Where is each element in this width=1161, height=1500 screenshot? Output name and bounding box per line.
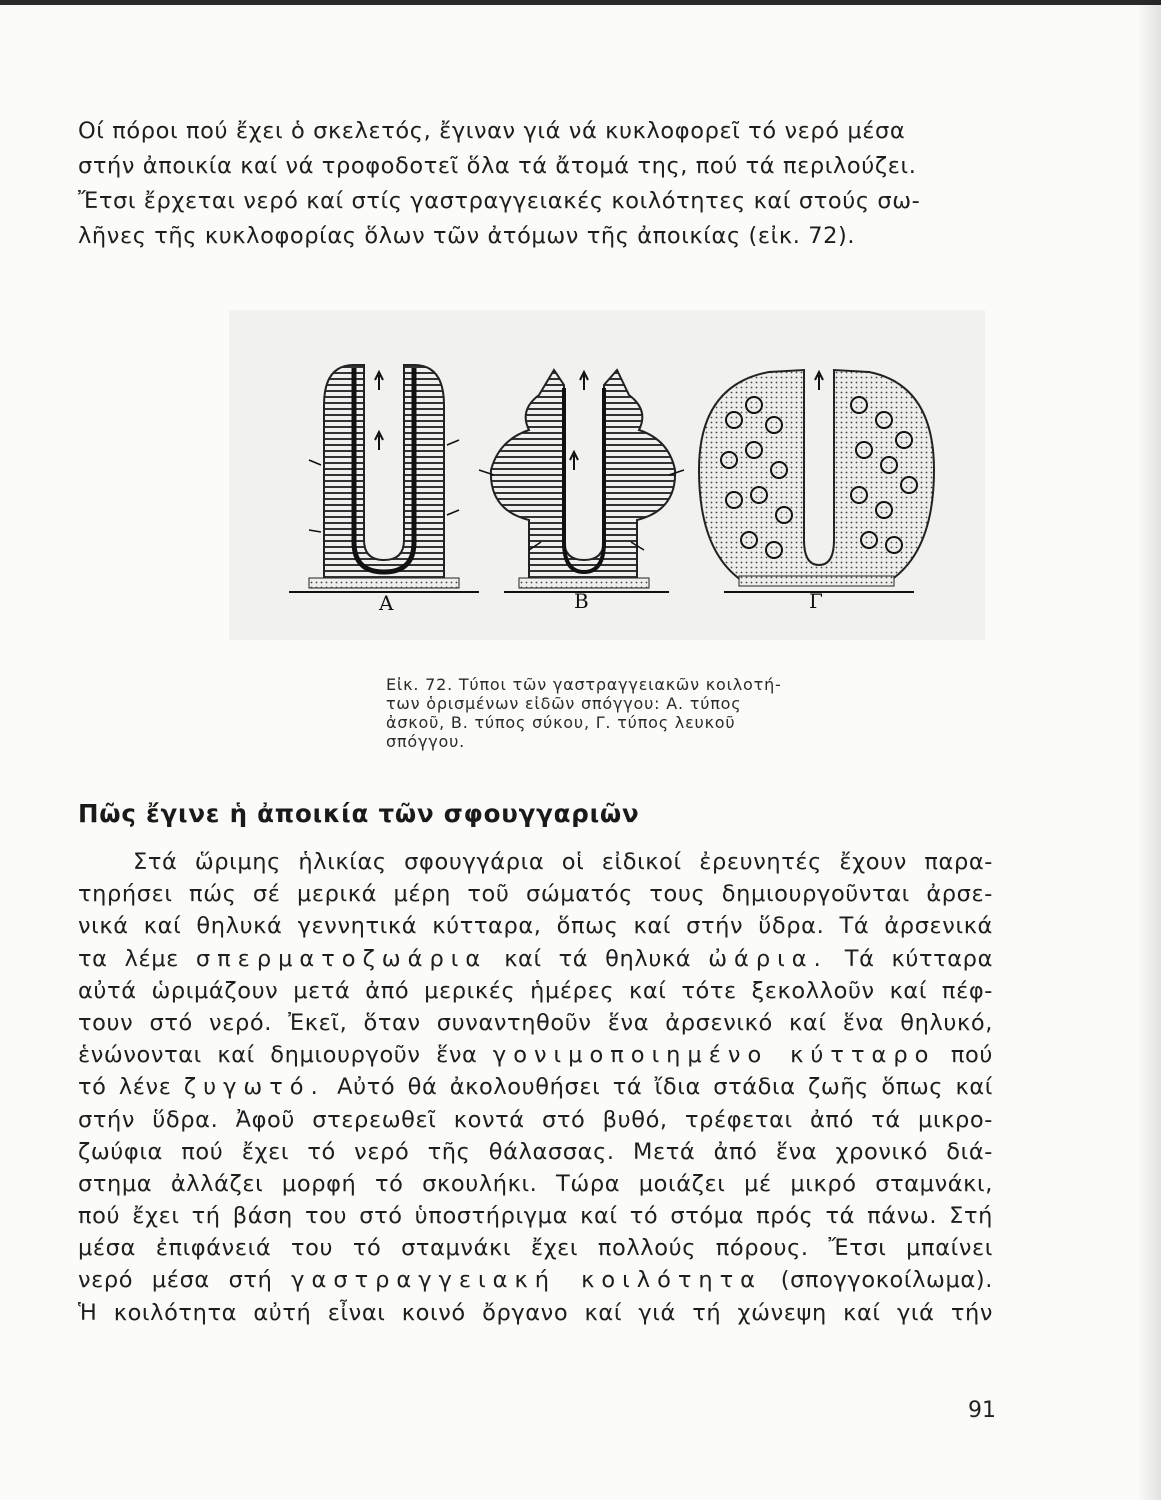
caption-line: σπόγγου. — [386, 732, 466, 751]
text-line: Στά ὥριμης ἡλικίας σφουγγάρια οἱ εἰδικοί ἐρευνητές ἔχουν παρα- — [133, 849, 993, 875]
text-run: νερό μέσα στή — [78, 1267, 273, 1294]
label-b: Β — [574, 589, 589, 613]
text-run: καί τά θηλυκά — [504, 945, 692, 972]
spaced-term: σπερματοζωάρια — [195, 945, 488, 972]
text-line — [78, 943, 993, 975]
page-gutter-shadow — [1137, 0, 1161, 1500]
page-top-edge — [0, 0, 1161, 5]
text-line: τηρήσει πώς σέ μερικά μέρη τοῦ σώματός τους δημιουργοῦνται ἀρσε- — [78, 881, 993, 908]
text-line — [78, 1071, 993, 1103]
text-line: τουν στό νερό. Ἐκεῖ, ὅταν συναντηθοῦν ἕνα ἀρσενικό καί ἕνα θηλυκό, — [78, 1009, 993, 1036]
caption-line: των ὁρισμένων εἰδῶν σπόγγου: Α. τύπος — [386, 694, 742, 713]
sponge-types-figure — [229, 310, 985, 640]
text-run: ἑνώνονται καί δημιουργοῦν ἕνα — [78, 1042, 478, 1069]
text-line: στημα ἀλλάζει μορφή τό σκουλήκι. Τώρα μοιάζει μέ μικρό σταμνάκι, — [78, 1170, 993, 1197]
text-line: αὐτά ὡριμάζουν μετά ἀπό μερικές ἡμέρες καί τότε ξεκολλοῦν καί πέφ- — [78, 977, 993, 1004]
body-paragraph — [78, 846, 993, 1329]
text-line: στήν ὕδρα. Ἀφοῦ στερεωθεῖ κοντά στό βυθό, τρέφεται ἀπό τά μικρο- — [78, 1106, 993, 1133]
spaced-term: ὠάρια. — [708, 945, 828, 972]
text-run: τα λέμε — [78, 945, 179, 972]
spaced-term: ζυγωτό. — [183, 1074, 325, 1101]
spaced-term: γονιμοποιημένο κύτταρο — [492, 1042, 936, 1069]
text-line: Ἡ κοιλότητα αὐτή εἶναι κοινό ὄργανο καί γιά τή χώνεψη καί γιά τήν — [78, 1299, 993, 1326]
text-line — [78, 1264, 993, 1296]
text-line: λῆνες τῆς κυκλοφορίας ὅλων τῶν ἀτόμων τῆς ἀποικίας (εἰκ. 72). — [78, 223, 856, 249]
text-line: ζωύφια πού ἔχει τό νερό τῆς θάλασσας. Μετά ἀπό ἕνα χρονικό διά- — [78, 1138, 993, 1165]
intro-paragraph — [78, 114, 993, 254]
text-run: πού — [950, 1042, 993, 1069]
text-line: νικά καί θηλυκά γεννητικά κύτταρα, ὅπως καί στήν ὕδρα. Τά ἀρσενικά — [78, 913, 993, 940]
text-line: μέσα ἐπιφάνειά του τό σταμνάκι ἔχει πολλούς πόρους. Ἔτσι μπαίνει — [78, 1235, 993, 1262]
text-run: (σπογγοκοίλωμα). — [780, 1267, 993, 1294]
spaced-term: γαστραγγειακή κοιλότητα — [291, 1267, 763, 1294]
text-line: Οί πόροι πού ἔχει ὁ σκελετός, ἔγιναν γιά νά κυκλοφορεῖ τό νερό μέσα — [78, 118, 906, 144]
page-number: 91 — [968, 1398, 996, 1423]
text-run: Αὐτό θά ἀκολουθήσει τά ἴδια στάδια ζωῆς ὅπως καί — [337, 1074, 993, 1101]
caption-line: Εἰκ. 72. Τύποι τῶν γαστραγγειακῶν κοιλοτή- — [386, 675, 782, 694]
text-run: Τά κύτταρα — [844, 945, 993, 972]
label-a: Α — [379, 591, 394, 615]
caption-line: ἀσκοῦ, Β. τύπος σύκου, Γ. τύπος λευκοῦ — [386, 713, 736, 732]
section-heading: Πῶς ἔγινε ἡ ἀποικία τῶν σφουγγαριῶν — [78, 799, 640, 828]
text-line: Ἔτσι ἔρχεται νερό καί στίς γαστραγγειακές κοιλότητες καί στούς σω- — [78, 188, 921, 214]
text-run: τό λένε — [78, 1074, 172, 1101]
text-line: στήν ἀποικία καί νά τροφοδοτεῖ ὅλα τά ἄτομά της, πού τά περιλούζει. — [78, 153, 917, 179]
text-line: πού ἔχει τή βάση του στό ὑποστήριγμα καί τό στόμα πρός τά πάνω. Στή — [78, 1203, 993, 1230]
label-c: Γ — [809, 589, 823, 613]
figure-caption — [386, 675, 782, 751]
text-line — [78, 1039, 993, 1071]
